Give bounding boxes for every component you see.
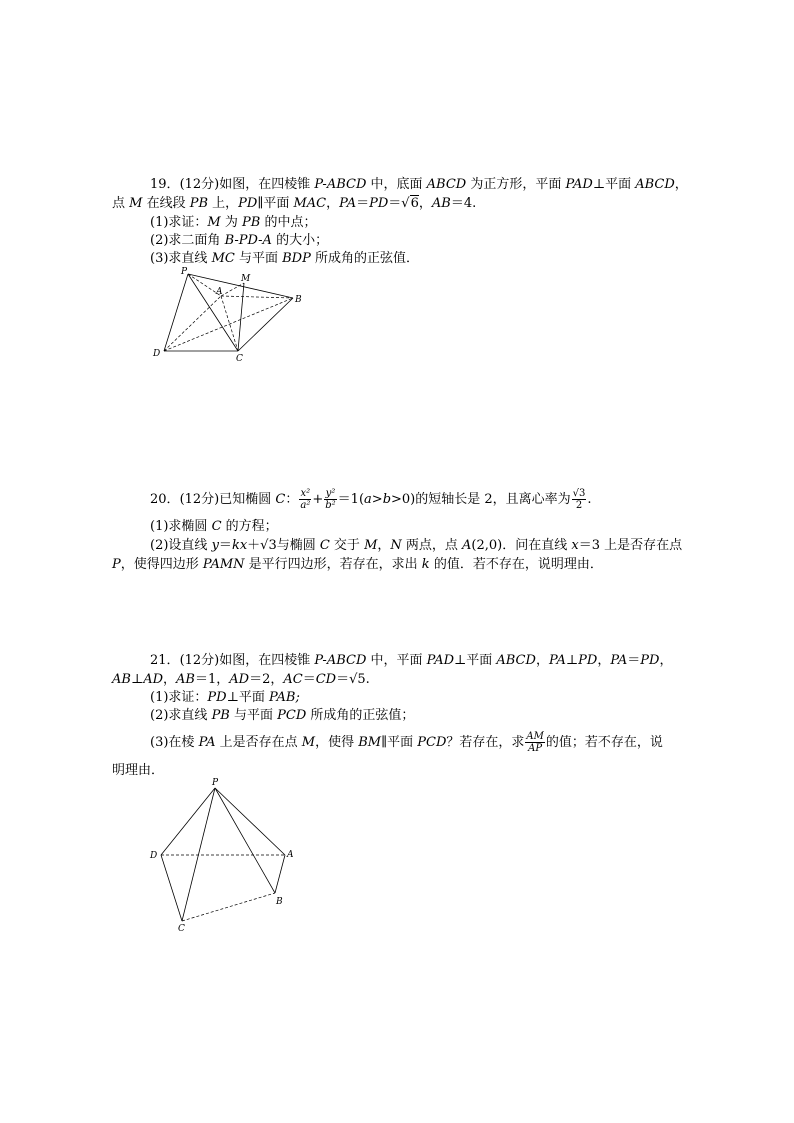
text: 如图，在四棱锥: [219, 653, 315, 668]
text: 与平面: [229, 708, 278, 723]
text: (3)在棱: [150, 735, 199, 750]
text: 中，平面: [366, 653, 427, 668]
text: ＝: [302, 672, 316, 687]
text: MC: [211, 251, 235, 266]
q19-line2: [112, 195, 476, 213]
text: ⊥平面: [226, 690, 269, 705]
text: ，: [326, 196, 340, 211]
text: N: [390, 538, 402, 553]
text: PAD: [565, 177, 593, 192]
text: (2)求二面角: [150, 233, 225, 248]
text: x²: [300, 488, 311, 499]
text: ＝√5.: [336, 672, 370, 687]
text: 为正方形，平面: [466, 177, 566, 192]
text: ⊥平面: [592, 177, 636, 192]
text: ，: [418, 196, 432, 211]
text: PA: [548, 653, 566, 668]
label-D: D: [153, 349, 161, 359]
text: PA: [198, 735, 216, 750]
text: (1)求证：: [150, 215, 208, 230]
text: >: [371, 492, 383, 507]
text: 交于: [329, 538, 365, 553]
edge-AC: [221, 296, 238, 351]
text: PD: [578, 653, 598, 668]
text: PAB;: [268, 690, 300, 705]
text: ⊥: [565, 653, 579, 668]
text: ＝: [627, 653, 641, 668]
text: PB: [189, 196, 209, 211]
q21-points: (12分): [179, 653, 220, 668]
q21-line2: [112, 671, 370, 689]
text: 所成角的正弦值．: [310, 251, 419, 266]
text: a²: [300, 500, 311, 511]
text: x: [571, 538, 579, 553]
text: AD: [143, 672, 163, 687]
edge-AB: [275, 855, 285, 893]
text: PCD: [277, 708, 307, 723]
text: (2)求直线: [150, 708, 212, 723]
label-B: B: [295, 295, 302, 305]
text: +: [312, 492, 324, 507]
text: y²: [325, 488, 336, 499]
text: 在线段: [142, 196, 190, 211]
fraction-sqrt3-2: [572, 488, 587, 511]
text: k: [421, 557, 430, 572]
text: (2,0)．问在直线: [471, 538, 572, 553]
fraction-AM-AP: [525, 731, 544, 754]
text: ∥平面: [257, 196, 294, 211]
label-A: A: [216, 287, 223, 297]
text: 上是否存在点: [215, 735, 302, 750]
text: PB: [211, 708, 230, 723]
text: PD: [369, 196, 389, 211]
text: MAC: [293, 196, 327, 211]
text: ＋√3与椭圆: [247, 538, 320, 553]
text: 明理由．: [112, 763, 165, 778]
label-M: M: [241, 274, 251, 284]
text: (1)求证：: [150, 690, 208, 705]
text: 中，底面: [366, 177, 427, 192]
text: b²: [325, 500, 336, 511]
edge-PA: [215, 788, 285, 855]
text: C: [319, 538, 330, 553]
text: AM: [526, 731, 544, 742]
text: A: [462, 538, 472, 553]
label-A: A: [287, 850, 294, 860]
text: 所成角的正弦值；: [306, 708, 415, 723]
text: 点: [112, 196, 130, 211]
text: 的大小；: [271, 233, 329, 248]
text: 6: [410, 196, 419, 211]
q20-line1: 20．(12分)已知椭圆 C： $\frac{\text{x²}}{\text{a²}}$ + $\frac{\text{y²}}{\text{b²}}$ ＝1(a>b>0)的短轴长是 2，且离心率为 $\frac{√3}{2}$ .: [150, 488, 592, 511]
text: ＝√: [388, 196, 410, 211]
text: BM: [358, 735, 382, 750]
label-B: B: [276, 897, 283, 907]
text: (2)设直线: [150, 538, 212, 553]
text: ＝2，: [249, 672, 284, 687]
text: ＝: [356, 196, 370, 211]
text: ？若存在，求: [446, 735, 525, 750]
q20-sub2-cont: [112, 556, 603, 574]
text: 如图，在四棱锥: [219, 177, 315, 192]
q20-number: 20: [150, 492, 167, 507]
label-P: P: [212, 778, 219, 788]
text: PD: [207, 690, 227, 705]
text: AB: [431, 196, 451, 211]
label-P: P: [181, 267, 188, 277]
q19-points: (12分): [179, 177, 220, 192]
text: P-ABCD: [314, 653, 367, 668]
text: AD: [229, 672, 250, 687]
text: ABCD: [426, 177, 467, 192]
text: B-PD-A: [224, 233, 272, 248]
q21-sub3: [150, 726, 663, 760]
text: ，: [659, 653, 673, 668]
q21-number: 21: [150, 653, 167, 668]
text: PD: [640, 653, 660, 668]
edge-PB: [215, 788, 275, 893]
edge-PC: [188, 274, 238, 351]
text: CD: [315, 672, 337, 687]
text: ＝1，: [194, 672, 230, 687]
text: ，使得: [315, 735, 359, 750]
text: PA: [339, 196, 357, 211]
text: ＝4.: [450, 196, 477, 211]
text: 已知椭圆: [219, 492, 276, 507]
text: ⊥: [130, 672, 144, 687]
text: AB: [176, 672, 195, 687]
text: ，: [377, 538, 391, 553]
edge-DC: [161, 855, 182, 921]
edge-CB: [182, 893, 275, 921]
text: ，: [674, 177, 688, 192]
label-C: C: [178, 924, 185, 934]
text: 的方程；: [221, 519, 278, 534]
q19-sub1: [150, 214, 316, 232]
text: ，: [535, 653, 549, 668]
text: 2: [575, 500, 583, 511]
text: 上，: [208, 196, 239, 211]
text: 是平行四边形，若存在，求出: [244, 557, 422, 572]
text: PA: [610, 653, 628, 668]
text: ABCD: [496, 653, 536, 668]
text: 的值；若不存在，说: [545, 735, 663, 750]
q19-pyramid-figure: [150, 266, 310, 366]
text: AC: [283, 672, 303, 687]
edge-AM: [221, 283, 244, 296]
q19-number: 19: [150, 177, 167, 192]
text: 的中点；: [260, 215, 317, 230]
text: kx: [231, 538, 248, 553]
q21-sub2: [150, 707, 414, 725]
q20-points: (12分): [179, 492, 220, 507]
text: b: [382, 492, 392, 507]
label-C: C: [236, 354, 243, 364]
text: P-ABCD: [314, 177, 367, 192]
q19-sub2: [150, 232, 328, 250]
text: ＝3 上是否存在点: [578, 538, 683, 553]
text: PAD: [426, 653, 455, 668]
q21-line1: 21．(12分)如图，在四棱锥 P-ABCD 中，平面 PAD⊥平面 ABCD，PA⊥PD，PA＝PD，: [150, 653, 673, 668]
edge-MC: [238, 283, 244, 351]
text: ABCD: [635, 177, 675, 192]
text: 两点，点: [401, 538, 463, 553]
text: BDP: [282, 251, 311, 266]
text: PB: [242, 215, 261, 230]
text: P: [112, 557, 121, 572]
q20-sub1: [150, 518, 278, 536]
text: ⊥平面: [454, 653, 497, 668]
text: PCD: [417, 735, 447, 750]
text: ：: [285, 492, 299, 507]
text: y: [211, 538, 219, 553]
edge-CB: [238, 298, 293, 351]
text: 与平面: [234, 251, 283, 266]
edge-AB: [221, 296, 293, 298]
text: ＝1(: [337, 492, 365, 507]
text: ＝: [218, 538, 232, 553]
q21-pyramid-figure: [145, 775, 305, 935]
q20-sub2: [150, 537, 682, 555]
text: √3: [572, 488, 586, 499]
text: >0)的短轴长是 2，且离心率为: [391, 492, 571, 507]
text: (3)求直线: [150, 251, 212, 266]
text: C: [275, 492, 286, 507]
text: M: [207, 215, 221, 230]
edge-DB: [164, 298, 293, 351]
fraction-x2-a2: [299, 488, 311, 511]
text: ，: [163, 672, 177, 687]
text: 的值．若不存在，说明理由．: [429, 557, 603, 572]
text: M: [301, 735, 316, 750]
text: (1)求椭圆: [150, 519, 212, 534]
text: 为: [220, 215, 242, 230]
fraction-y2-b2: [324, 488, 336, 511]
text: C: [211, 519, 222, 534]
text: PAMN: [202, 557, 245, 572]
text: ，: [597, 653, 611, 668]
q21-sub1: [150, 689, 300, 707]
text: M: [364, 538, 378, 553]
text: ∥平面: [381, 735, 418, 750]
text: AP: [528, 743, 543, 754]
text: AB: [112, 672, 131, 687]
text: PD: [238, 196, 258, 211]
text: ，使得四边形: [120, 557, 203, 572]
text: .: [587, 492, 592, 507]
q19-line1: 19．(12分)如图，在四棱锥 P-ABCD 中，底面 ABCD 为正方形，平面 PAD⊥平面 ABCD，: [150, 177, 688, 192]
text: a: [364, 492, 372, 507]
text: M: [129, 196, 143, 211]
label-D: D: [150, 851, 158, 861]
